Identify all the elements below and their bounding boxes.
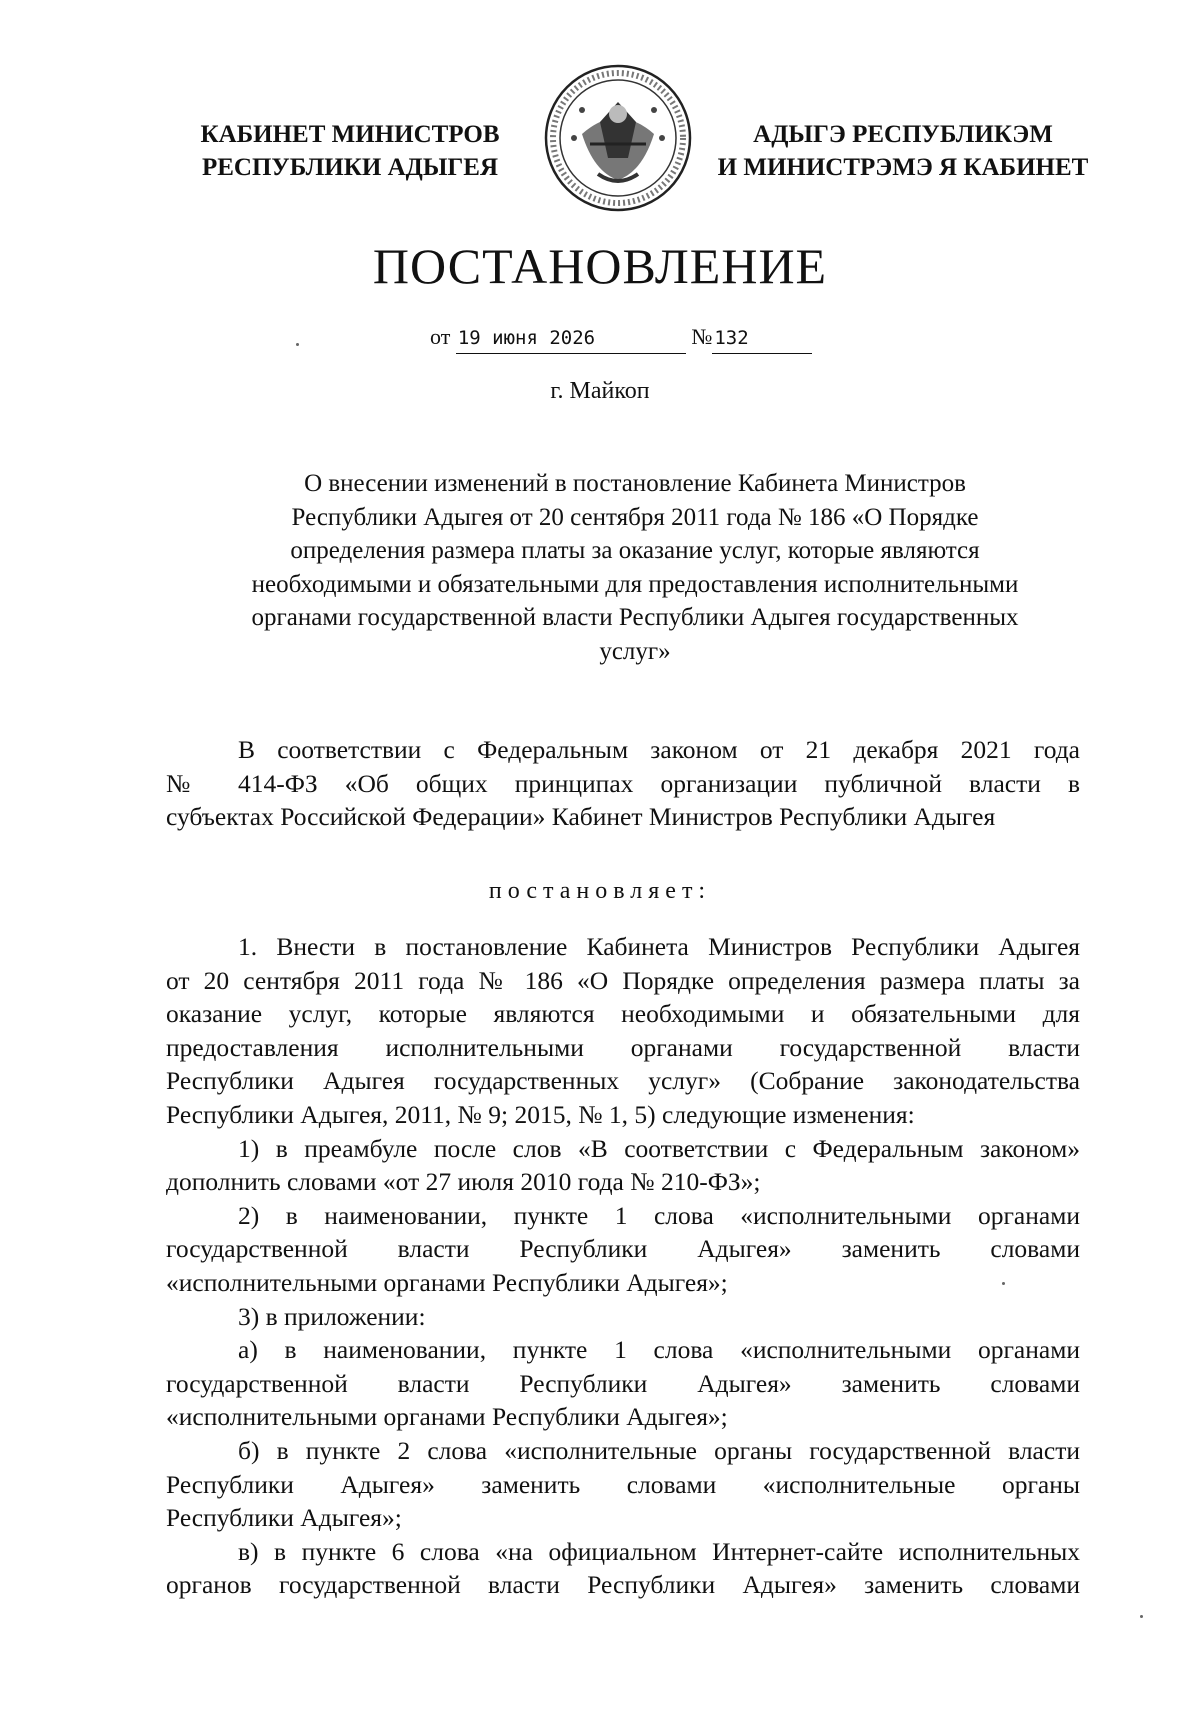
preamble-line: субъектах Российской Федерации» Кабинет Министров Республики Адыгея	[166, 802, 996, 832]
body-line: Республики Адыгея»;	[166, 1503, 402, 1533]
body-line: 3) в приложении:	[238, 1301, 426, 1331]
body-line: оказание услуг, которые являются необходимыми и обязательными для	[166, 999, 1080, 1029]
date-and-number-line	[430, 322, 812, 354]
subject-line: органами государственной власти Республики Адыгея государственных	[251, 604, 1019, 631]
preamble-line: В соответствии с Федеральным законом от 21 декабря 2021 года	[238, 735, 1080, 764]
body-line: органов государственной власти Республики Адыгея» заменить словами	[166, 1570, 1080, 1600]
body-line: 1) в преамбуле после слов «В соответствии с Федеральным законом»	[238, 1133, 1080, 1163]
scan-speck	[1002, 1282, 1005, 1285]
body-line: от 20 сентября 2011 года № 186 «О Порядке определения размера платы за	[166, 965, 1080, 995]
document-subject	[205, 467, 1065, 668]
body-line: дополнить словами «от 27 июля 2010 года № 210-ФЗ»;	[166, 1167, 761, 1197]
date-prefix: от	[430, 324, 451, 349]
body-line: 2) в наименовании, пункте 1 слова «исполнительными органами	[238, 1200, 1080, 1230]
body-line: Республики Адыгея, 2011, № 9; 2015, № 1, 5) следующие изменения:	[166, 1099, 915, 1129]
body-line: 1. Внести в постановление Кабинета Министров Республики Адыгея	[238, 932, 1080, 961]
scan-speck	[296, 343, 299, 346]
document-number: 132	[712, 323, 812, 354]
body-line: б) в пункте 2 слова «исполнительные органы государственной власти	[238, 1435, 1080, 1465]
document-date: 19 июня 2026	[456, 323, 686, 354]
subject-line: определения размера платы за оказание услуг, которые являются	[290, 537, 980, 564]
body-line: «исполнительными органами Республики Адыгея»;	[166, 1402, 728, 1432]
city-line: г. Майкоп	[550, 378, 650, 404]
body-line: «исполнительными органами Республики Адыгея»;	[166, 1267, 728, 1297]
body-line: а) в наименовании, пункте 1 слова «исполнительными органами	[238, 1335, 1080, 1365]
header-left-line: РЕСПУБЛИКИ АДЫГЕЯ	[201, 154, 499, 181]
header-left	[190, 118, 510, 184]
subject-line: Республики Адыгея от 20 сентября 2011 года № 186 «О Порядке	[291, 503, 979, 531]
subject-line: услуг»	[599, 637, 671, 665]
body-line: государственной власти Республики Адыгея» заменить словами	[166, 1368, 1080, 1398]
decree-word: постановляет:	[488, 878, 712, 904]
document-title: ПОСТАНОВЛЕНИЕ	[372, 238, 828, 294]
header-right	[703, 118, 1103, 184]
number-label: №	[691, 324, 713, 349]
preamble	[166, 733, 1080, 834]
document-body	[166, 930, 1080, 1602]
body-line: государственной власти Республики Адыгея» заменить словами	[166, 1234, 1080, 1264]
header-right-line: АДЫГЭ РЕСПУБЛИКЭМ	[753, 121, 1053, 148]
header-right-line: И МИНИСТРЭМЭ Я КАБИНЕТ	[717, 154, 1089, 181]
scan-speck	[1140, 1615, 1143, 1618]
coat-of-arms-emblem	[542, 62, 694, 214]
body-line: в) в пункте 6 слова «на официальном Интернет-сайте исполнительных	[238, 1536, 1080, 1566]
header-left-line: КАБИНЕТ МИНИСТРОВ	[200, 121, 500, 148]
preamble-line: № 414-ФЗ «Об общих принципах организации публичной власти в	[166, 768, 1080, 798]
body-line: Республики Адыгея» заменить словами «исполнительные органы	[166, 1469, 1080, 1499]
subject-line: необходимыми и обязательными для предоставления исполнительными	[251, 570, 1019, 598]
body-line: предоставления исполнительными органами государственной власти	[166, 1032, 1080, 1062]
subject-line: О внесении изменений в постановление Кабинета Министров	[304, 470, 966, 497]
body-line: Республики Адыгея государственных услуг» (Собрание законодательства	[166, 1066, 1080, 1096]
